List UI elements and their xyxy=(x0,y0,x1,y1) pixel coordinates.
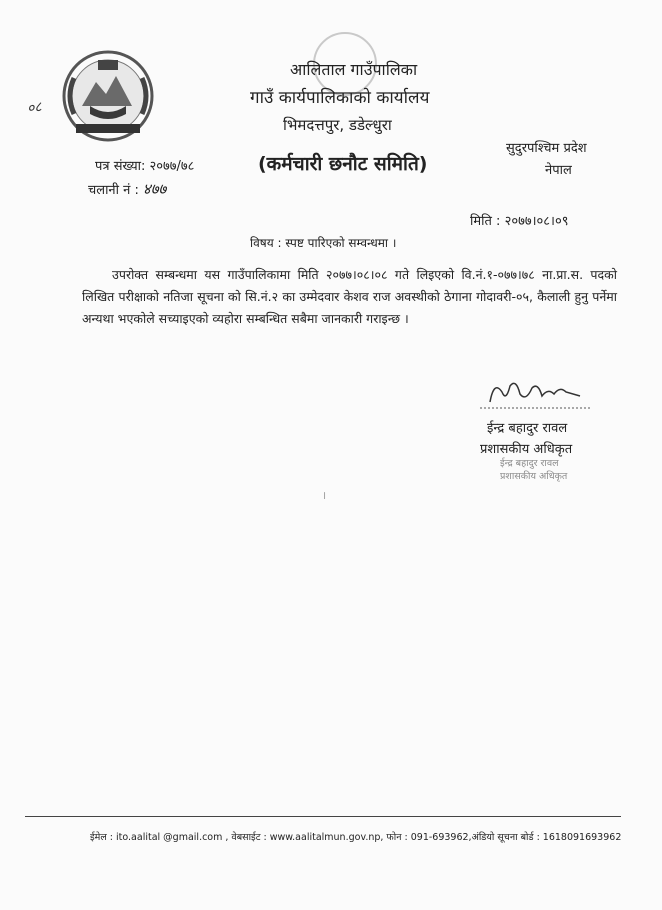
footer-contact: ईमेल : ito.aalital @gmail.com , वेबसाईट : www.aalitalmun.gov.np, फोन : 091-693962,अंडियो सूचना बोर्ड : 1618091693962 xyxy=(90,832,622,843)
signature-mark xyxy=(480,372,590,412)
office-title: गाउँ कार्यपालिकाको कार्यालय xyxy=(250,88,430,108)
dispatch-number xyxy=(88,179,166,199)
signatory-title: प्रशासकीय अधिकृत xyxy=(480,442,573,457)
dispatch-label: चलानी नं : xyxy=(88,183,139,198)
reference-number: पत्र संख्या: २०७७/७८ xyxy=(95,159,195,174)
dispatch-value: ४७७ xyxy=(142,180,167,198)
nepal-emblem-icon xyxy=(60,48,156,144)
org-name: आलिताल गाउँपालिका xyxy=(290,60,418,79)
letter-date: मिति : २०७७।०८।०९ xyxy=(470,214,569,229)
stray-mark: । xyxy=(322,489,327,502)
address: भिमदत्तपुर, डडेल्धुरा xyxy=(283,116,392,134)
province: सुदुरपश्चिम प्रदेश xyxy=(506,141,587,156)
signatory-name: ईन्द्र बहादुर रावल xyxy=(487,421,568,436)
subject-line: विषय : स्पष्ट पारिएको सम्वन्धमा । xyxy=(250,236,397,250)
handwritten-mark: ०८ xyxy=(26,99,43,117)
stamp-title: प्रशासकीय अधिकृत xyxy=(500,471,568,482)
letter-body: उपरोक्त सम्बन्धमा यस गाउँपालिकामा मिति २०७७।०८।०८ गते लिइएको वि.नं.१-०७७।७८ ना.प्रा.स. पदको लिखित परीक्षाको नतिजा सूचना को सि.नं.२ का उम्मेदवार केशव राज अवस्थीको ठेगाना गोदावरी-०५, कैलाली हुनु पर्नेमा अन्यथा भएकोले सच्याइएको व्यहोरा सम्बन्धित सबैमा जानकारी गराइन्छ । xyxy=(82,267,617,326)
country: नेपाल xyxy=(545,163,572,178)
committee-title: (कर्मचारी छनौट समिति) xyxy=(258,153,428,175)
footer-divider xyxy=(25,816,621,817)
stamp-name: ईन्द्र बहादुर रावल xyxy=(500,458,559,469)
